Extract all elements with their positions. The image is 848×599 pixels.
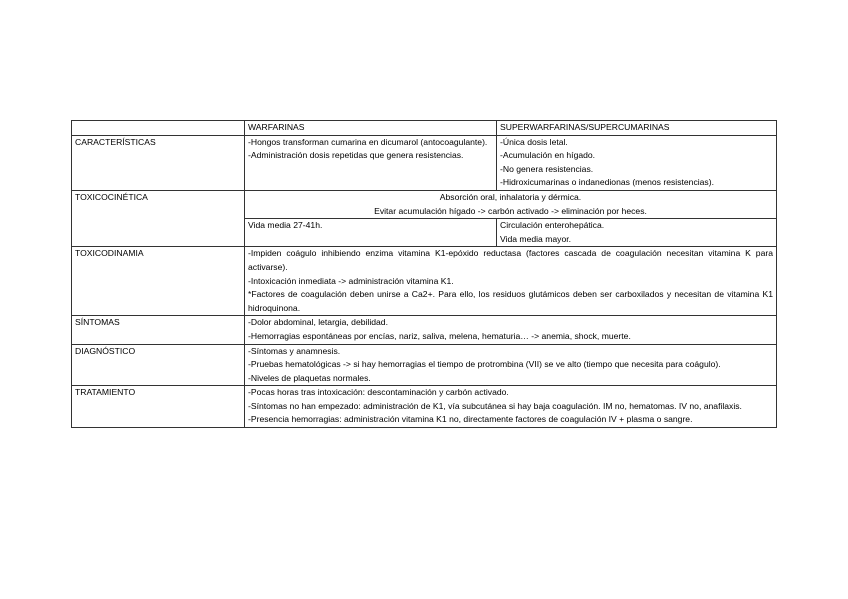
text-line: Circulación enterohepática. [500, 220, 605, 231]
toxicocinetica-warfarinas-cell: Vida media 27-41h. [245, 219, 497, 247]
header-warfarinas: WARFARINAS [245, 121, 497, 136]
toxicodinamia-cell [245, 247, 777, 316]
row-toxicocinetica [72, 190, 777, 218]
row-label: TOXICODINAMIA [72, 247, 245, 316]
text-line: -Impiden coágulo inhibiendo enzima vitamina K1-epóxido reductasa (factores cascada de coagulación necesitan vitamina K para activarse). [248, 248, 773, 272]
text-line: -Síntomas y anamnesis. [248, 345, 341, 356]
text-line: -Hongos transforman cumarina en dicumarol (antocoagulante). [248, 136, 488, 147]
text-line: -No genera resistencias. [500, 163, 594, 174]
caracteristicas-super-cell [497, 135, 777, 190]
diagnostico-cell [245, 344, 777, 386]
text-line: -Intoxicación inmediata -> administración vitamina K1. [248, 275, 454, 286]
text-line: -Acumulación en hígado. [500, 150, 596, 161]
row-tratamiento [72, 386, 777, 428]
row-label: DIAGNÓSTICO [72, 344, 245, 386]
sintomas-cell [245, 316, 777, 344]
row-label: CARACTERÍSTICAS [72, 135, 245, 190]
text-line: Evitar acumulación hígado -> carbón activado -> eliminación por heces. [374, 205, 647, 216]
text-line: -Síntomas no han empezado: administración de K1, vía subcutánea si hay baja coagulación. IM no, hematomas. IV no, anafilaxis. [248, 400, 742, 411]
text-line: -Hemorragias espontáneas por encías, nariz, saliva, melena, hematuria… -> anemia, shock, muerte. [248, 330, 631, 341]
tratamiento-cell [245, 386, 777, 428]
text-line: Absorción oral, inhalatoria y dérmica. [439, 191, 582, 202]
row-label: SÍNTOMAS [72, 316, 245, 344]
row-sintomas [72, 316, 777, 344]
header-blank [72, 121, 245, 136]
row-label: TRATAMIENTO [72, 386, 245, 428]
row-label: TOXICOCINÉTICA [72, 190, 245, 246]
toxicocinetica-shared-cell [245, 190, 777, 218]
rodenticide-table [71, 120, 777, 428]
text-line: -Niveles de plaquetas normales. [248, 372, 371, 383]
text-line: -Pocas horas tras intoxicación: descontaminación y carbón activado. [248, 387, 509, 398]
text-line: -Dolor abdominal, letargia, debilidad. [248, 317, 388, 328]
row-toxicodinamia [72, 247, 777, 316]
text-line: -Administración dosis repetidas que genera resistencias. [248, 150, 464, 161]
text-line: -Única dosis letal. [500, 136, 568, 147]
row-diagnostico [72, 344, 777, 386]
header-superwarfarinas: SUPERWARFARINAS/SUPERCUMARINAS [497, 121, 777, 136]
text-line: *Factores de coagulación deben unirse a Ca2+. Para ello, los residuos glutámicos deben ser carboxilados y necesitan de vitamina K1 hidroquinona. [248, 289, 773, 313]
row-caracteristicas [72, 135, 777, 190]
header-row [72, 121, 777, 136]
text-line: Vida media mayor. [500, 233, 572, 244]
text-line: -Pruebas hematológicas -> si hay hemorragias el tiempo de protrombina (VII) se ve alto (tiempo que necesita para coágulo). [248, 359, 721, 370]
caracteristicas-warfarinas-cell [245, 135, 497, 190]
text-line: -Hidroxicumarinas o indanedionas (menos resistencias). [500, 177, 714, 188]
text-line: -Presencia hemorragias: administración vitamina K1 no, directamente factores de coagulación IV + plasma o sangre. [248, 414, 693, 425]
toxicocinetica-super-cell [497, 219, 777, 247]
